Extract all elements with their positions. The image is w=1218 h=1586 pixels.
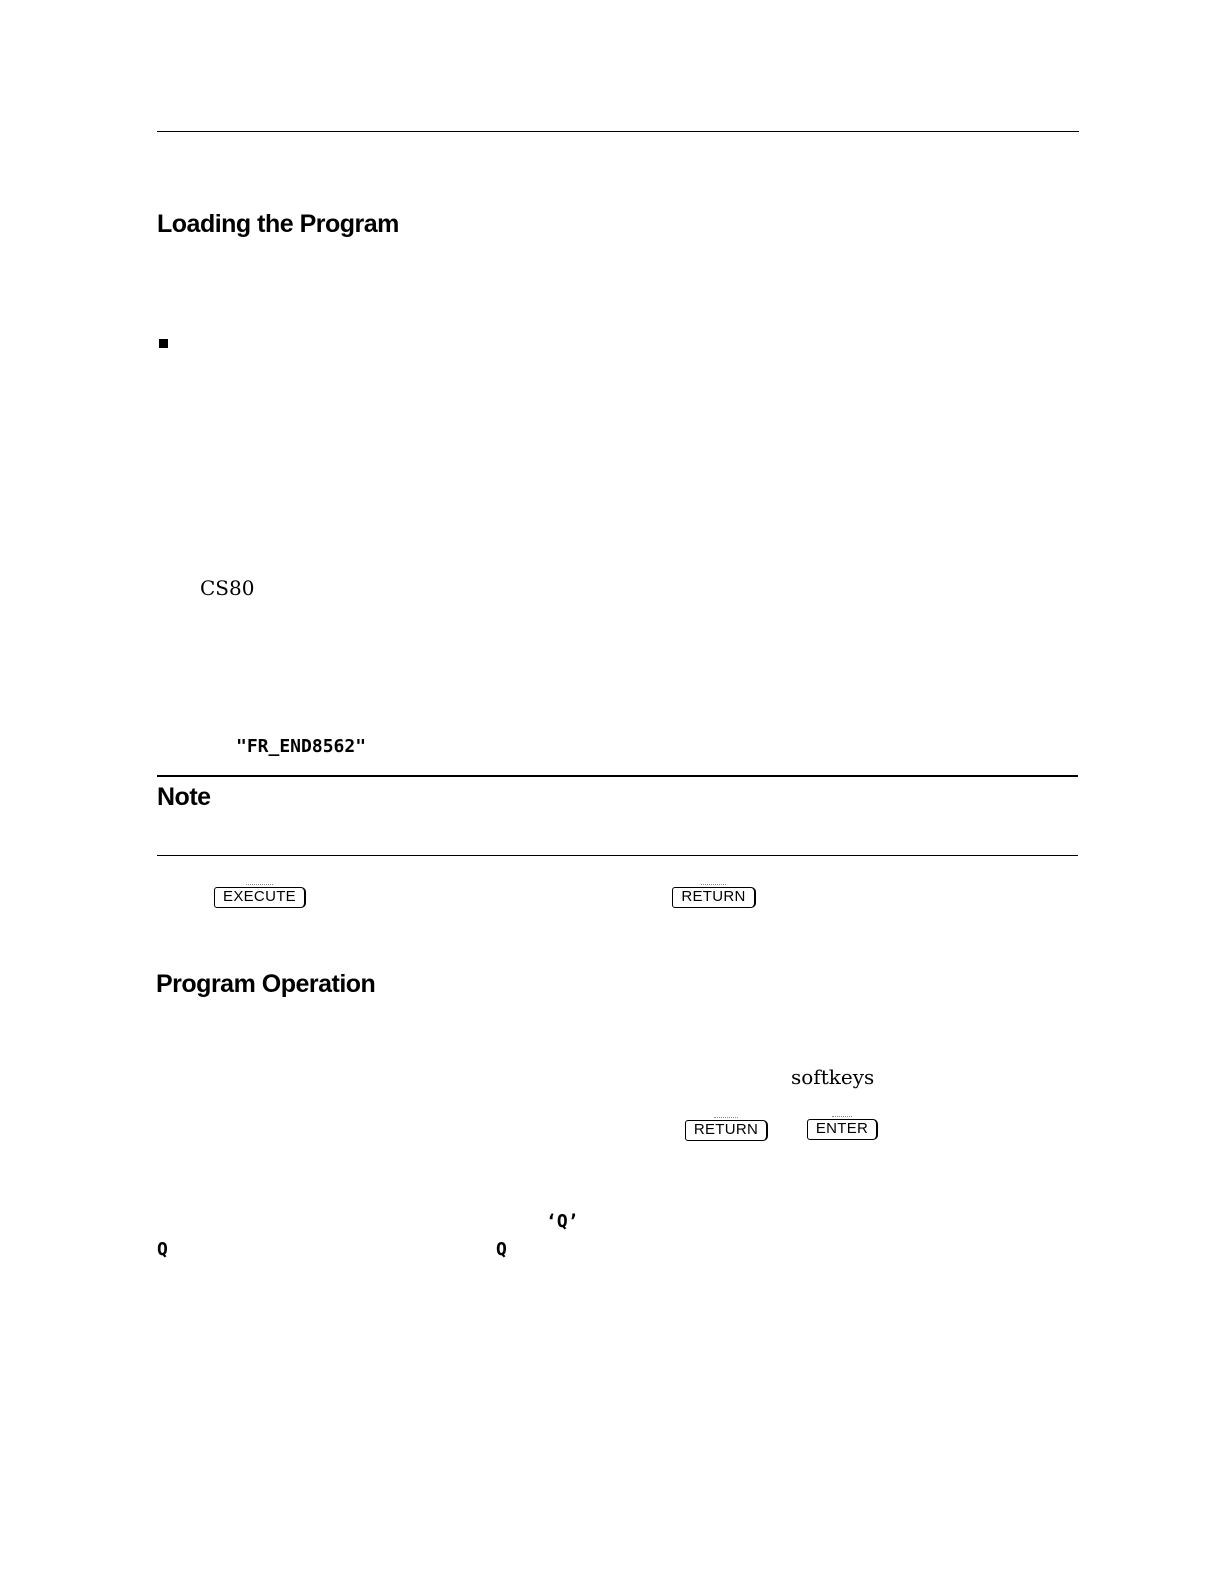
execute-key: EXECUTE [214, 887, 306, 908]
text-q-mid: Q [496, 1239, 507, 1260]
return-key-operation: RETURN [685, 1120, 768, 1141]
text-q-quoted: ‘Q’ [546, 1211, 579, 1232]
top-rule [157, 131, 1079, 132]
heading-program-operation: Program Operation [156, 970, 376, 998]
note-top-rule [157, 775, 1078, 777]
heading-loading-the-program: Loading the Program [157, 210, 399, 238]
note-label: Note [157, 783, 211, 811]
text-q-left: Q [157, 1239, 168, 1260]
text-softkeys: softkeys [791, 1065, 875, 1089]
return-key: RETURN [672, 887, 756, 908]
bullet-marker [159, 339, 168, 348]
note-bottom-rule [157, 855, 1078, 856]
text-filename: "FR_END8562" [236, 736, 367, 757]
enter-key: ENTER [807, 1119, 878, 1140]
text-cs80: CS80 [200, 576, 255, 600]
